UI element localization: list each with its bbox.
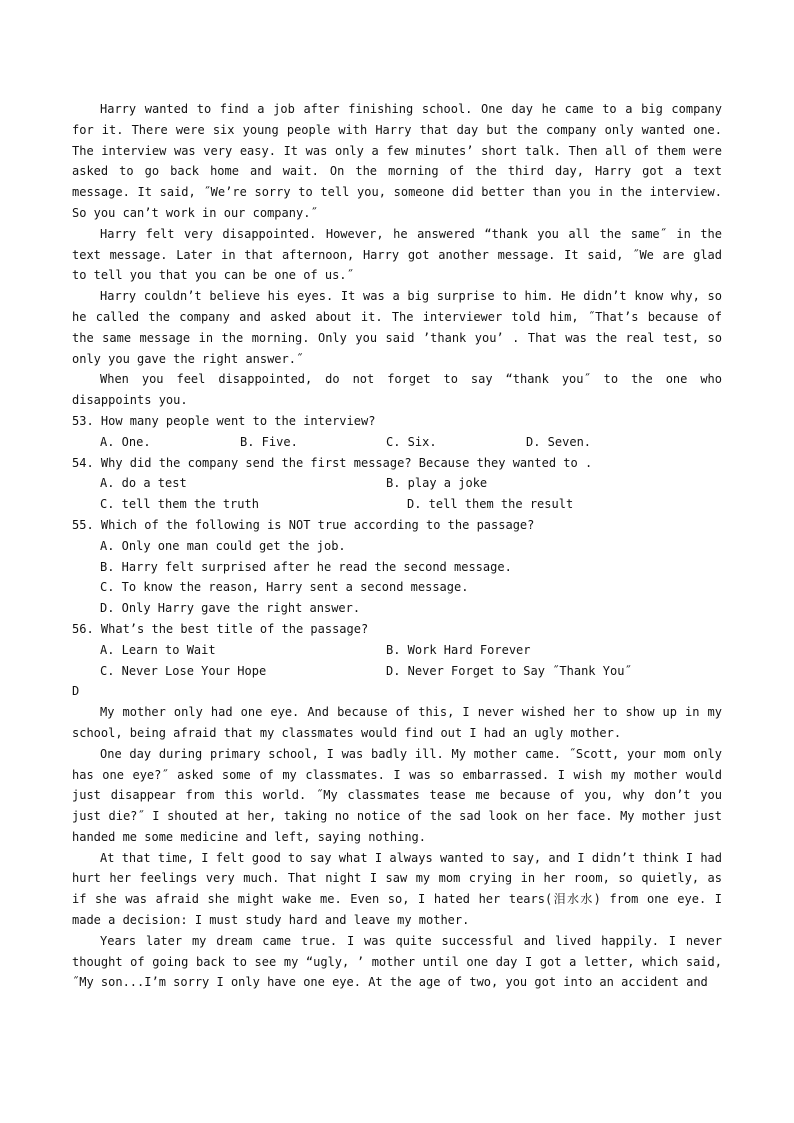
passage-d-paragraph-3: At that time, I felt good to say what I always wanted to say, and I didn’t think I had hurt her feelings very much. That night I saw my mom crying in her room, so quietly, as if she was afraid she might wake me. Even so, I hated her tears(泪水水) from one eye. I made a decision: I must study hard and leave my mother.	[72, 850, 722, 928]
section-heading-d: D	[72, 684, 80, 699]
option-54-a: A. do a test	[100, 476, 187, 491]
option-56-d: D. Never Forget to Say ˝Thank You˝	[386, 663, 632, 678]
passage-c-paragraph-2: Harry felt very disappointed. However, he answered “thank you all the same˝ in the text message. Later in that afternoon, Harry got another message. It said, ˝We are glad to tell you that you can be one of us.˝	[72, 226, 722, 283]
option-53-a: A. One.	[100, 434, 151, 449]
question-53: 53. How many people went to the interview?	[72, 413, 376, 428]
question-53-options	[72, 432, 722, 453]
question-54-options-row-1	[72, 473, 722, 494]
option-53-c: C. Six.	[386, 434, 437, 449]
question-55: 55. Which of the following is NOT true according to the passage?	[72, 517, 535, 532]
passage-c-paragraph-3: Harry couldn’t believe his eyes. It was a big surprise to him. He didn’t know why, so he called the company and asked about it. The interviewer told him, ˝That’s because of the same message in the morning. Only you said ’thank you’ . That was the real test, so only you gave the right answer.˝	[72, 289, 722, 366]
option-54-d: D. tell them the result	[407, 497, 574, 512]
option-56-b: B. Work Hard Forever	[386, 642, 531, 657]
passage-d-paragraph-4: Years later my dream came true. I was quite successful and lived happily. I never thought of going back to see my “ugly, ’ mother until one day I got a letter, which said, ˝My son...I’m sorry I only have one eye. At the age of two, you got into an accident and	[72, 933, 722, 990]
option-55-d: D. Only Harry gave the right answer.	[100, 601, 361, 616]
questions	[72, 411, 722, 681]
passage-c	[72, 99, 722, 411]
option-55-a: A. Only one man could get the job.	[100, 538, 346, 553]
option-54-b: B. play a joke	[386, 476, 488, 491]
question-54: 54. Why did the company send the first message? Because they wanted to .	[72, 455, 593, 470]
option-55-b: B. Harry felt surprised after he read the second message.	[100, 559, 512, 574]
question-56-options-row-2	[72, 661, 722, 682]
passage-c-paragraph-4: When you feel disappointed, do not forget to say “thank you˝ to the one who disappoints you.	[72, 372, 722, 408]
option-56-a: A. Learn to Wait	[100, 642, 216, 657]
passage-c-paragraph-1: Harry wanted to find a job after finishing school. One day he came to a big company for it. There were six young people with Harry that day but the company only wanted one. The interview was very easy. It was only a few minutes’ short talk. Then all of them were asked to go back home and wait. On the morning of the third day, Harry got a text message. It said, ˝We’re sorry to tell you, someone did better than you in the interview. So you can’t work in our company.˝	[72, 102, 722, 220]
question-56-options-row-1	[72, 640, 722, 661]
passage-d-paragraph-1: My mother only had one eye. And because of this, I never wished her to show up in my school, being afraid that my classmates would find out I had an ugly mother.	[72, 705, 722, 740]
option-56-c: C. Never Lose Your Hope	[100, 663, 267, 678]
option-53-b: B. Five.	[240, 434, 298, 449]
passage-d-paragraph-2: One day during primary school, I was badly ill. My mother came. ˝Scott, your mom only has one eye?˝ asked some of my classmates. I was so embarrassed. I wish my mother would just disappear from this world. ˝My classmates tease me because of you, why don’t you just die?˝ I shouted at her, taking no notice of the sad look on her face. My mother just handed me some medicine and left, saying nothing.	[72, 746, 722, 844]
passage-d	[72, 702, 722, 993]
option-55-c: C. To know the reason, Harry sent a second message.	[100, 580, 469, 595]
option-54-c: C. tell them the truth	[100, 497, 259, 512]
question-54-options-row-2	[72, 494, 722, 515]
document-page	[72, 99, 722, 993]
option-53-d: D. Seven.	[526, 434, 592, 449]
question-56: 56. What’s the best title of the passage?	[72, 621, 369, 636]
